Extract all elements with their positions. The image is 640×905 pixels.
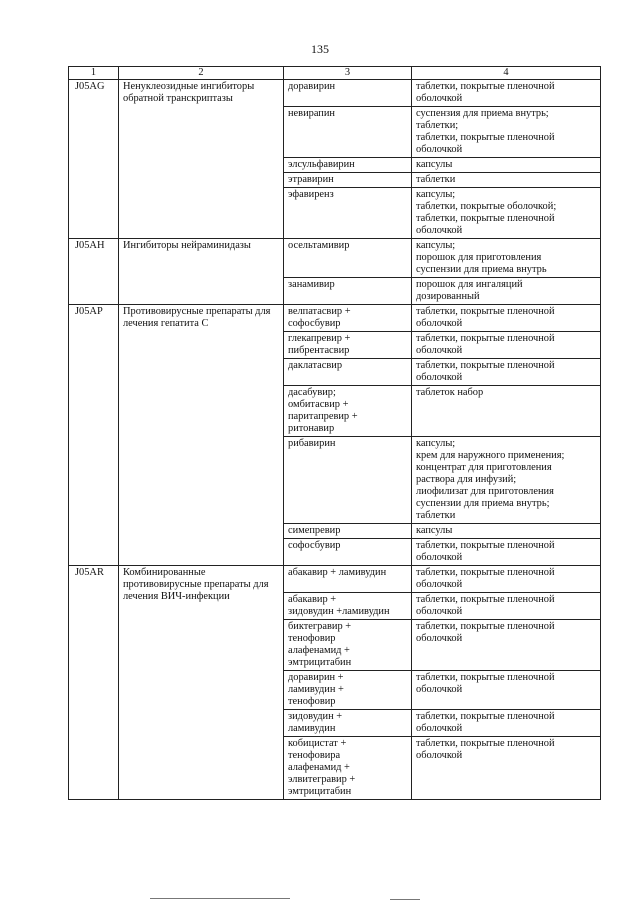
dosage-form-line: оболочкой	[416, 606, 463, 617]
dosage-form-cell	[412, 80, 601, 107]
drug-name-cell	[284, 359, 412, 386]
drug-name-line: эмтрицитабин	[288, 786, 352, 797]
drug-name-line: симепревир	[288, 525, 341, 536]
dosage-form-line: суспензия для приема внутрь;	[416, 108, 549, 119]
dosage-form-line: таблетки, покрытые пленочной	[416, 360, 555, 371]
dosage-form-line: таблетки;	[416, 120, 459, 131]
column-number: 4	[412, 67, 601, 80]
drug-name-line: ламивудин +	[288, 684, 344, 695]
dosage-form-line: таблетки, покрытые пленочной	[416, 621, 555, 632]
drug-table-container	[68, 66, 600, 800]
dosage-form-line: таблетки, покрытые пленочной	[416, 738, 555, 749]
dosage-form-line: оболочкой	[416, 579, 463, 590]
drug-name-cell	[284, 188, 412, 239]
drug-name-line: алафенамид +	[288, 645, 350, 656]
dosage-form-cell	[412, 620, 601, 671]
dosage-form-line: таблетки, покрытые пленочной	[416, 711, 555, 722]
drug-name-cell	[284, 173, 412, 188]
group-name-cell: Комбинированные противовирусные препараты для лечения ВИЧ-инфекции	[119, 566, 284, 800]
dosage-form-line: крем для наружного применения;	[416, 450, 565, 461]
drug-name-cell	[284, 278, 412, 305]
dosage-form-line: дозированный	[416, 291, 480, 302]
dosage-form-line: таблетки	[416, 510, 456, 521]
dosage-form-line: капсулы;	[416, 189, 456, 200]
drug-name-cell	[284, 332, 412, 359]
dosage-form-line: таблетки	[416, 174, 456, 185]
dosage-form-line: оболочкой	[416, 144, 463, 155]
drug-name-cell	[284, 158, 412, 173]
dosage-form-line: суспензии для приема внутрь	[416, 264, 547, 275]
drug-name-cell	[284, 437, 412, 524]
drug-name-cell	[284, 593, 412, 620]
dosage-form-cell	[412, 158, 601, 173]
dosage-form-line: капсулы	[416, 159, 453, 170]
drug-name-line: софосбувир	[288, 318, 341, 329]
drug-name-line: эфавиренз	[288, 189, 334, 200]
dosage-form-line: таблетки, покрытые пленочной	[416, 672, 555, 683]
group-name-cell: Ингибиторы нейраминидазы	[119, 239, 284, 305]
drug-name-line: рибавирин	[288, 438, 336, 449]
dosage-form-line: концентрат для приготовления	[416, 462, 552, 473]
drug-name-cell	[284, 107, 412, 158]
drug-name-line: зидовудин +	[288, 711, 343, 722]
drug-name-line: глекапревир +	[288, 333, 351, 344]
table-body	[69, 80, 601, 800]
dosage-form-line: капсулы;	[416, 240, 456, 251]
table-row	[69, 239, 601, 278]
dosage-form-line: оболочкой	[416, 633, 463, 644]
dosage-form-line: таблетки, покрытые пленочной	[416, 306, 555, 317]
dosage-form-line: таблетки, покрытые оболочкой;	[416, 201, 557, 212]
drug-name-line: велпатасвир +	[288, 306, 351, 317]
dosage-form-line: таблетки, покрытые пленочной	[416, 567, 555, 578]
dosage-form-line: капсулы;	[416, 438, 456, 449]
table-row	[69, 566, 601, 593]
drug-name-line: абакавир +	[288, 594, 337, 605]
drug-name-line: элсульфавирин	[288, 159, 355, 170]
drug-name-line: доравирин	[288, 81, 336, 92]
drug-name-line: алафенамид +	[288, 762, 350, 773]
drug-name-cell	[284, 305, 412, 332]
dosage-form-cell	[412, 239, 601, 278]
drug-name-cell	[284, 386, 412, 437]
drug-name-cell	[284, 80, 412, 107]
group-name-cell: Противовирусные препараты для лечения гепатита С	[119, 305, 284, 566]
drug-name-line: элвитегравир +	[288, 774, 356, 785]
dosage-form-line: оболочкой	[416, 225, 463, 236]
column-number-row	[69, 67, 601, 80]
dosage-form-cell	[412, 524, 601, 539]
table-row	[69, 305, 601, 332]
drug-name-line: абакавир + ламивудин	[288, 567, 387, 578]
dosage-form-cell	[412, 386, 601, 437]
dosage-form-cell	[412, 539, 601, 566]
drug-name-line: паритапревир +	[288, 411, 358, 422]
drug-name-line: ламивудин	[288, 723, 336, 734]
dosage-form-line: оболочкой	[416, 750, 463, 761]
dosage-form-line: оболочкой	[416, 552, 463, 563]
dosage-form-cell	[412, 305, 601, 332]
drug-name-line: тенофовира	[288, 750, 341, 761]
dosage-form-line: порошок для ингаляций	[416, 279, 523, 290]
drug-name-line: зидовудин +ламивудин	[288, 606, 390, 617]
dosage-form-line: лиофилизат для приготовления	[416, 486, 554, 497]
dosage-form-cell	[412, 188, 601, 239]
atc-code-cell: J05AR	[69, 566, 119, 800]
dosage-form-line: порошок для приготовления	[416, 252, 542, 263]
dosage-form-line: таблетки, покрытые пленочной	[416, 213, 555, 224]
dosage-form-cell	[412, 278, 601, 305]
drug-name-line: кобицистат +	[288, 738, 347, 749]
dosage-form-line: оболочкой	[416, 684, 463, 695]
atc-code-cell: J05AH	[69, 239, 119, 305]
scan-edge-mark	[390, 899, 420, 900]
drug-name-line: осельтамивир	[288, 240, 350, 251]
drug-name-line: доравирин +	[288, 672, 344, 683]
drug-name-cell	[284, 620, 412, 671]
atc-code-cell: J05AG	[69, 80, 119, 239]
dosage-form-line: суспензии для приема внутрь;	[416, 498, 550, 509]
drug-table	[68, 66, 601, 800]
drug-name-line: дасабувир;	[288, 387, 336, 398]
drug-name-line: занамивир	[288, 279, 335, 290]
column-number: 2	[119, 67, 284, 80]
drug-name-line: тенофовир	[288, 633, 336, 644]
drug-name-cell	[284, 671, 412, 710]
dosage-form-cell	[412, 437, 601, 524]
dosage-form-cell	[412, 107, 601, 158]
drug-name-line: биктегравир +	[288, 621, 352, 632]
scan-edge-mark	[150, 898, 290, 899]
dosage-form-cell	[412, 593, 601, 620]
dosage-form-line: таблетки, покрытые пленочной	[416, 540, 555, 551]
drug-name-cell	[284, 737, 412, 800]
drug-name-cell	[284, 239, 412, 278]
dosage-form-line: таблетки, покрытые пленочной	[416, 333, 555, 344]
dosage-form-line: таблетки, покрытые пленочной	[416, 132, 555, 143]
dosage-form-cell	[412, 737, 601, 800]
dosage-form-line: таблетки, покрытые пленочной	[416, 594, 555, 605]
dosage-form-line: таблетки, покрытые пленочной	[416, 81, 555, 92]
dosage-form-cell	[412, 173, 601, 188]
drug-name-cell	[284, 710, 412, 737]
drug-name-line: пибрентасвир	[288, 345, 350, 356]
dosage-form-line: оболочкой	[416, 345, 463, 356]
dosage-form-cell	[412, 566, 601, 593]
dosage-form-cell	[412, 671, 601, 710]
dosage-form-line: таблеток набор	[416, 387, 484, 398]
drug-name-line: эмтрицитабин	[288, 657, 352, 668]
drug-name-line: невирапин	[288, 108, 335, 119]
drug-name-cell	[284, 539, 412, 566]
drug-name-line: омбитасвир +	[288, 399, 349, 410]
dosage-form-cell	[412, 359, 601, 386]
atc-code-cell: J05AP	[69, 305, 119, 566]
column-number: 3	[284, 67, 412, 80]
dosage-form-line: оболочкой	[416, 723, 463, 734]
dosage-form-line: оболочкой	[416, 93, 463, 104]
dosage-form-cell	[412, 710, 601, 737]
dosage-form-cell	[412, 332, 601, 359]
column-number: 1	[69, 67, 119, 80]
table-row	[69, 80, 601, 107]
drug-name-line: софосбувир	[288, 540, 341, 551]
drug-name-cell	[284, 566, 412, 593]
group-name-cell: Ненуклеозидные ингибиторы обратной транскриптазы	[119, 80, 284, 239]
dosage-form-line: оболочкой	[416, 318, 463, 329]
page-number: 135	[311, 42, 329, 56]
drug-name-line: тенофовир	[288, 696, 336, 707]
dosage-form-line: капсулы	[416, 525, 453, 536]
drug-name-line: ритонавир	[288, 423, 335, 434]
drug-name-cell	[284, 524, 412, 539]
dosage-form-line: раствора для инфузий;	[416, 474, 517, 485]
drug-name-line: этравирин	[288, 174, 334, 185]
drug-name-line: даклатасвир	[288, 360, 343, 371]
dosage-form-line: оболочкой	[416, 372, 463, 383]
